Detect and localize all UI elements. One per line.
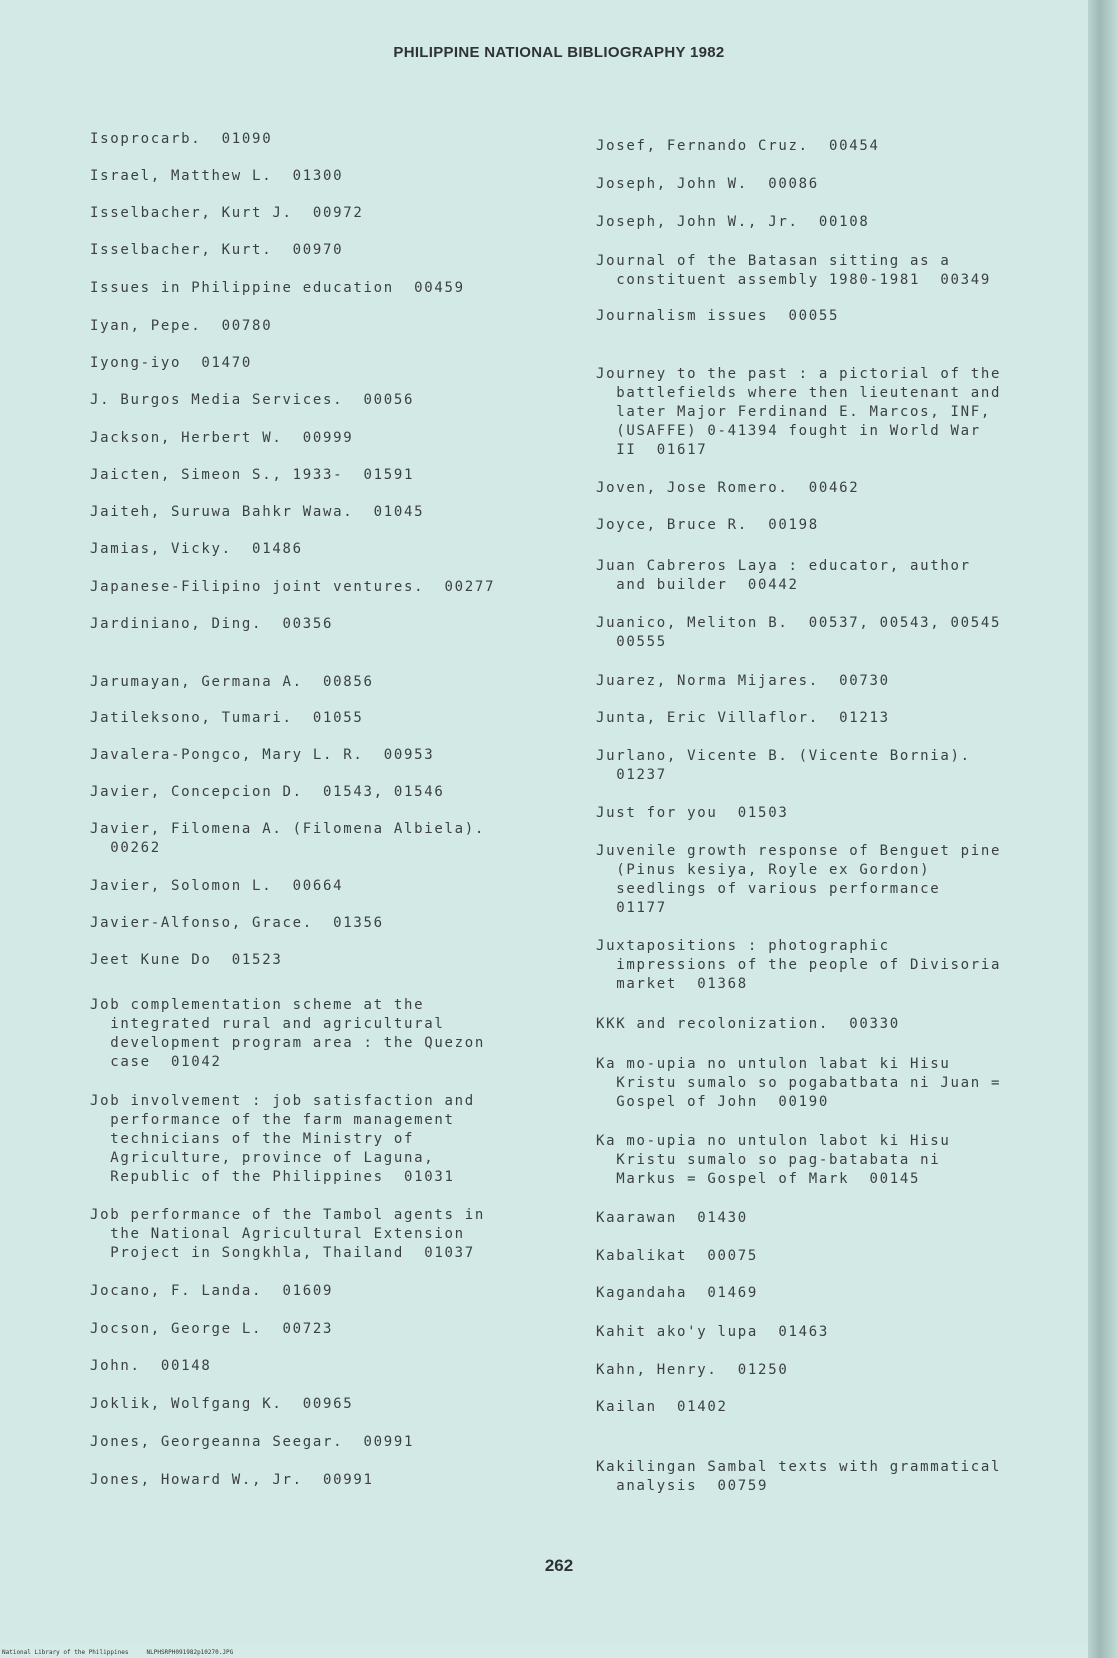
index-entry: Javier, Filomena A. (Filomena Albiela). 00262 <box>90 821 486 856</box>
page-title: PHILIPPINE NATIONAL BIBLIOGRAPHY 1982 <box>393 44 725 61</box>
index-entry: Issues in Philippine education 00459 <box>90 280 465 296</box>
index-entry: Jurlano, Vicente B. (Vicente Bornia). 01237 <box>596 748 971 783</box>
index-entry: Ka mo-upia no untulon labot ki Hisu Kristu sumalo so pag-batabata ni Markus = Gospel of Mark 00145 <box>596 1133 951 1187</box>
index-entry: Jaiteh, Suruwa Bahkr Wawa. 01045 <box>90 504 425 520</box>
index-entry: Joyce, Bruce R. 00198 <box>596 517 819 533</box>
index-entry: Jardiniano, Ding. 00356 <box>90 616 334 632</box>
index-entry: Joklik, Wolfgang K. 00965 <box>90 1396 354 1412</box>
index-entry: Job complementation scheme at the integrated rural and agricultural development program area : the Quezon case 01042 <box>90 997 486 1070</box>
index-entry: Javier-Alfonso, Grace. 01356 <box>90 915 384 931</box>
index-entry: Juan Cabreros Laya : educator, author and builder 00442 <box>596 558 971 593</box>
index-entry: Iyan, Pepe. 00780 <box>90 318 273 334</box>
index-entry: Jackson, Herbert W. 00999 <box>90 430 354 446</box>
index-entry: Jones, Georgeanna Seegar. 00991 <box>90 1434 415 1450</box>
index-entry: Juvenile growth response of Benguet pine (Pinus kesiya, Royle ex Gordon) seedlings of various performance 01177 <box>596 843 1002 916</box>
index-entry: Kaarawan 01430 <box>596 1210 748 1226</box>
index-entry: Jocson, George L. 00723 <box>90 1321 334 1337</box>
index-entry: Juxtapositions : photographic impressions of the people of Divisoria market 01368 <box>596 938 1002 992</box>
index-entry: Kailan 01402 <box>596 1399 728 1415</box>
index-entry: Iyong-iyo 01470 <box>90 355 253 371</box>
index-entry: J. Burgos Media Services. 00056 <box>90 392 415 408</box>
index-entry: Isoprocarb. 01090 <box>90 131 273 147</box>
index-entry: Journey to the past : a pictorial of the battlefields where then lieutenant and later Major Ferdinand E. Marcos, INF, (USAFFE) 0-41394 fought in World War II 01617 <box>596 366 1002 458</box>
index-entry: Jones, Howard W., Jr. 00991 <box>90 1472 374 1488</box>
index-entry: Joseph, John W. 00086 <box>596 176 819 192</box>
index-entry: Jarumayan, Germana A. 00856 <box>90 674 374 690</box>
index-entry: Kagandaha 01469 <box>596 1285 759 1301</box>
index-entry: Jeet Kune Do 01523 <box>90 952 283 968</box>
index-entry: Joseph, John W., Jr. 00108 <box>596 214 870 230</box>
index-entry: Job performance of the Tambol agents in the National Agricultural Extension Project in Songkhla, Thailand 01037 <box>90 1207 486 1261</box>
page-edge-shadow <box>1088 0 1118 1658</box>
index-entry: Jaicten, Simeon S., 1933- 01591 <box>90 467 415 483</box>
index-entry: Japanese-Filipino joint ventures. 00277 <box>90 579 496 595</box>
index-entry: Javier, Solomon L. 00664 <box>90 878 344 894</box>
index-entry: Kakilingan Sambal texts with grammatical analysis 00759 <box>596 1459 1002 1494</box>
page-number: 262 <box>544 1556 574 1575</box>
index-entry: Ka mo-upia no untulon labat ki Hisu Kristu sumalo so pogabatbata ni Juan = Gospel of John 00190 <box>596 1056 1002 1110</box>
index-entry: Juarez, Norma Mijares. 00730 <box>596 673 890 689</box>
index-entry: Journal of the Batasan sitting as a constituent assembly 1980-1981 00349 <box>596 253 992 288</box>
index-entry: Joven, Jose Romero. 00462 <box>596 480 860 496</box>
index-entry: Kahn, Henry. 01250 <box>596 1362 789 1378</box>
index-entry: Jamias, Vicky. 01486 <box>90 541 303 557</box>
index-entry: Jatileksono, Tumari. 01055 <box>90 710 364 726</box>
index-entry: Job involvement : job satisfaction and performance of the farm management technicians of the Ministry of Agriculture, province of Laguna, Republic of the Philippines 01031 <box>90 1093 475 1185</box>
index-entry: Javier, Concepcion D. 01543, 01546 <box>90 784 445 800</box>
index-entry: Isselbacher, Kurt. 00970 <box>90 242 344 258</box>
index-entry: Isselbacher, Kurt J. 00972 <box>90 205 364 221</box>
index-entry: Journalism issues 00055 <box>596 308 840 324</box>
index-entry: Israel, Matthew L. 01300 <box>90 168 344 184</box>
index-entry: John. 00148 <box>90 1358 212 1374</box>
index-entry: Juanico, Meliton B. 00537, 00543, 00545 00555 <box>596 615 1002 650</box>
index-entry: Josef, Fernando Cruz. 00454 <box>596 138 880 154</box>
index-entry: Jocano, F. Landa. 01609 <box>90 1283 334 1299</box>
index-entry: Junta, Eric Villaflor. 01213 <box>596 710 890 726</box>
index-entry: Kahit ako'y lupa 01463 <box>596 1324 829 1340</box>
scan-credit-footer: National Library of the Philippines NLPHSRPH091982p10270.JPG <box>2 1649 234 1656</box>
index-entry: Kabalikat 00075 <box>596 1248 759 1264</box>
index-entry: Javalera-Pongco, Mary L. R. 00953 <box>90 747 435 763</box>
index-entry: Just for you 01503 <box>596 805 789 821</box>
index-entry: KKK and recolonization. 00330 <box>596 1016 900 1032</box>
